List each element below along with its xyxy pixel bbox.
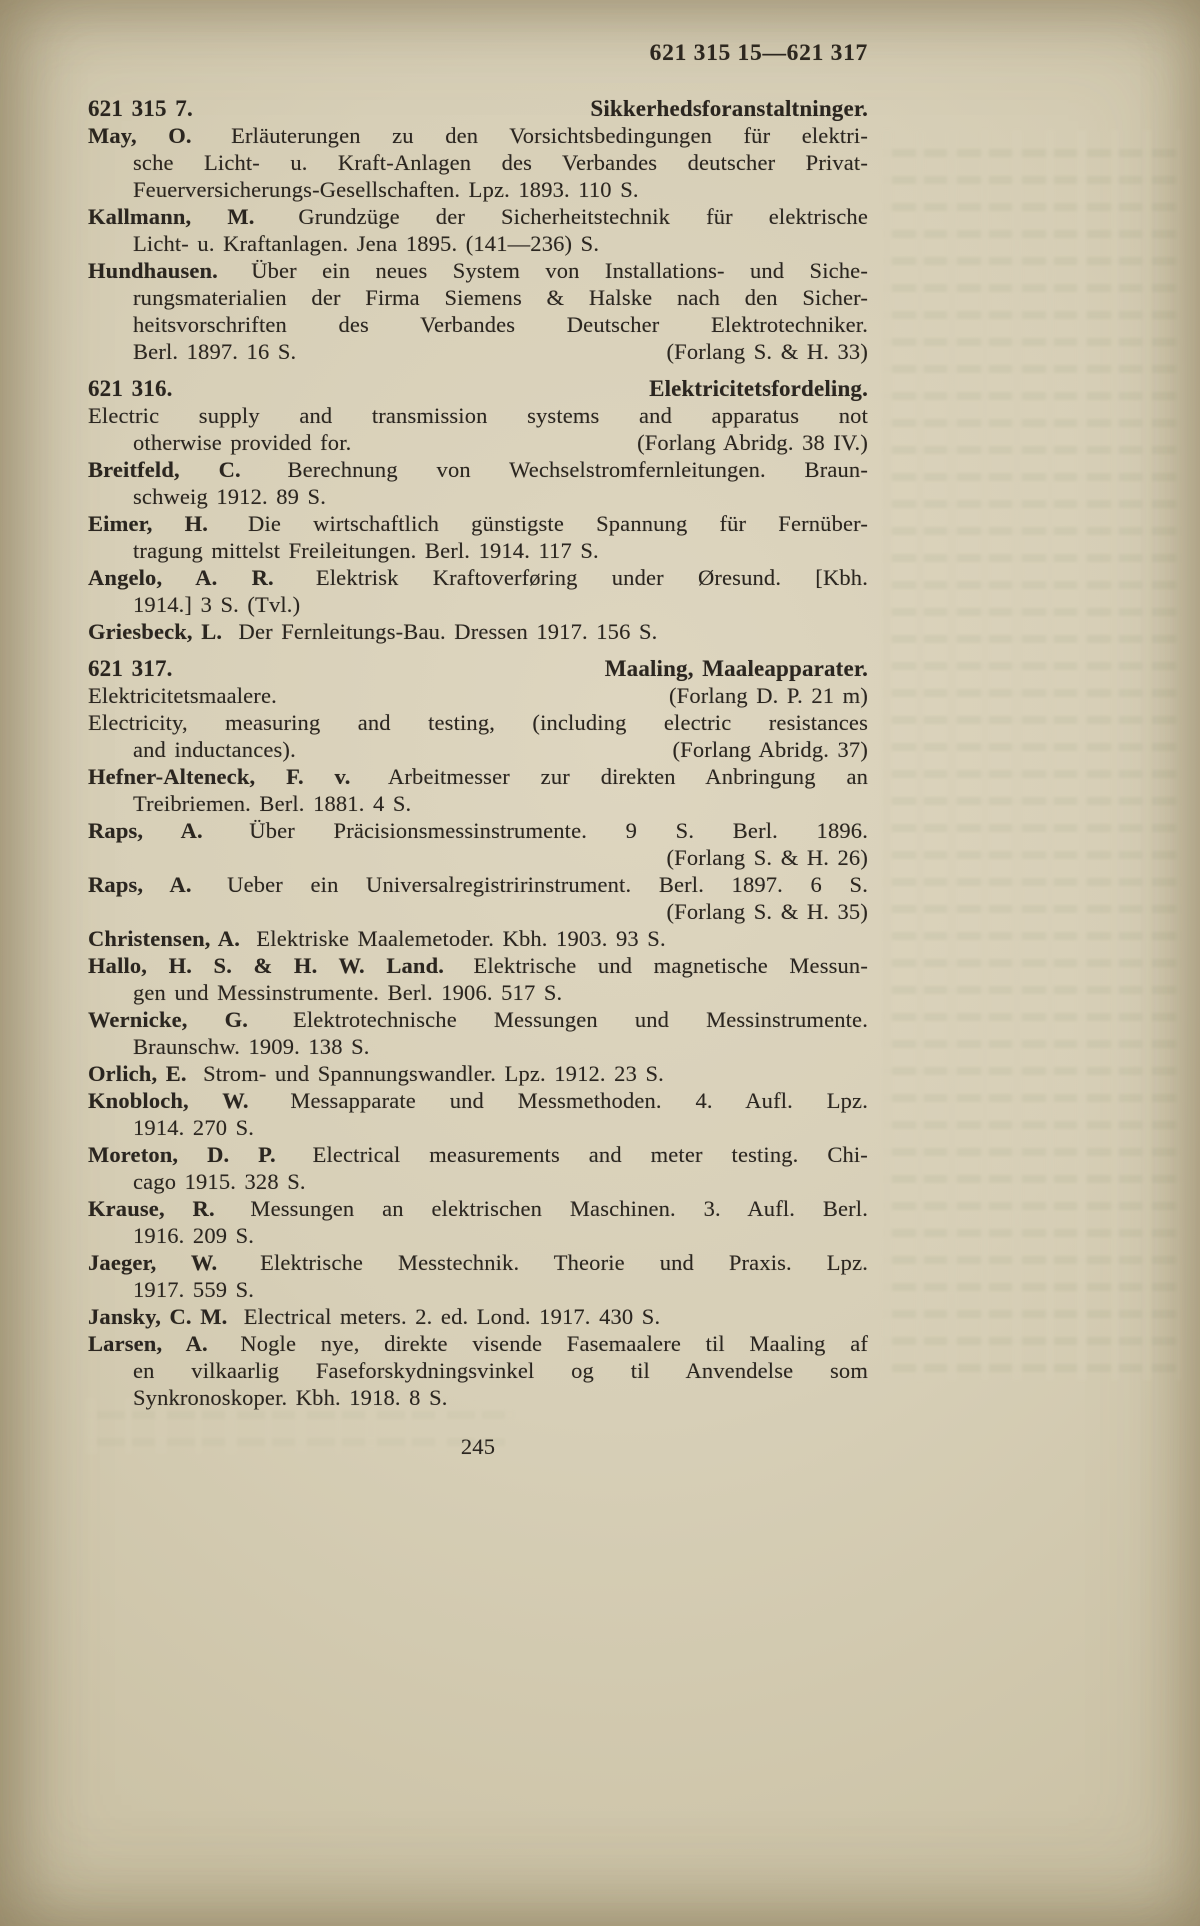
entry-line (88, 1357, 868, 1384)
entry-author: Hundhausen. (88, 258, 218, 283)
entry-text: otherwise provided for. (133, 430, 352, 455)
entry-author: Christensen, A. (88, 926, 240, 951)
entry-line (88, 1195, 868, 1222)
entry-line (88, 736, 868, 763)
bibliography-entry (88, 510, 868, 564)
entry-line (88, 537, 868, 564)
entry-reference-note: (Forlang D. P. 21 m) (669, 683, 868, 708)
entry-line (88, 284, 868, 311)
entry-author: Moreton, D. P. (88, 1142, 276, 1167)
section-title: Elektricitetsfordeling. (649, 376, 868, 401)
section-code: 621 316. (88, 376, 173, 401)
entry-line (88, 591, 868, 618)
entry-author: Orlich, E. (88, 1061, 187, 1086)
entry-line (88, 1006, 868, 1033)
entry-text: sche Licht- u. Kraft-Anlagen des Verbandes deutscher Privat- (133, 150, 868, 175)
entry-line (88, 618, 868, 645)
entry-text: rungsmaterialien der Firma Siemens & Halske nach den Sicher- (133, 285, 868, 310)
entry-line (88, 1033, 868, 1060)
entry-author: Eimer, H. (88, 511, 209, 536)
entry-author: Krause, R. (88, 1196, 215, 1221)
entry-line (88, 1222, 868, 1249)
catalog-section (88, 95, 868, 365)
entry-line (88, 176, 868, 203)
entry-text: Electricity, measuring and testing, (including electric resistances (88, 710, 868, 735)
entry-author: Kallmann, M. (88, 204, 255, 229)
entry-author: Hefner-Alteneck, F. v. (88, 764, 351, 789)
entry-line (88, 1384, 868, 1411)
entry-text: en vilkaarlig Faseforskydningsvinkel og til Anvendelse som (133, 1358, 868, 1383)
bibliography-entry (88, 1330, 868, 1411)
entry-line (88, 257, 868, 284)
page-content (88, 40, 868, 1460)
entry-text: Elektrotechnische Messungen und Messinstrumente. (292, 1007, 868, 1032)
entry-text: and inductances). (133, 737, 296, 762)
entry-text: gen und Messinstrumente. Berl. 1906. 517 S. (133, 980, 563, 1005)
entry-text: Nogle nye, direkte visende Fasemaalere til Maaling af (240, 1331, 868, 1356)
entry-line (88, 709, 868, 736)
bibliography-entry (88, 1141, 868, 1195)
entry-text: heitsvorschriften des Verbandes Deutscher Elektrotechniker. (133, 312, 868, 337)
entry-line (88, 429, 868, 456)
entry-text: cago 1915. 328 S. (133, 1169, 306, 1194)
bibliography-entry (88, 871, 868, 925)
running-head-classification-range: 621 315 15—621 317 (649, 40, 868, 66)
entry-text: Messapparate und Messmethoden. 4. Aufl. Lpz. (290, 1088, 868, 1113)
entry-text: 1914. 270 S. (133, 1115, 255, 1140)
catalog-section (88, 655, 868, 1411)
bibliography-entry (88, 618, 868, 645)
entry-author: Griesbeck, L. (88, 619, 223, 644)
entry-line (88, 1087, 868, 1114)
bibliography-entry (88, 1060, 868, 1087)
entry-reference-note: (Forlang S. & H. 35) (666, 899, 868, 924)
entry-author: May, O. (88, 123, 192, 148)
entry-line (88, 402, 868, 429)
entry-text: Licht- u. Kraftanlagen. Jena 1895. (141—236) S. (133, 231, 600, 256)
entry-line (88, 230, 868, 257)
entry-line (88, 203, 868, 230)
entry-line (88, 149, 868, 176)
section-title: Maaling, Maaleapparater. (604, 656, 868, 681)
bibliography-entry (88, 1006, 868, 1060)
entry-author: Larsen, A. (88, 1331, 208, 1356)
entry-text: Elektrische und magnetische Messun- (473, 953, 868, 978)
entry-note-line (88, 898, 868, 925)
entry-line (88, 871, 868, 898)
bibliography-entry (88, 402, 868, 456)
entry-text: Über Präcisionsmessinstrumente. 9 S. Berl. 1896. (249, 818, 868, 843)
entry-text: Grundzüge der Sicherheitstechnik für elektrische (298, 204, 868, 229)
entry-line (88, 682, 868, 709)
entry-line (88, 1060, 868, 1087)
bibliography-entry (88, 817, 868, 871)
section-title: Sikkerhedsforanstaltninger. (590, 96, 868, 121)
entry-line (88, 311, 868, 338)
entry-line (88, 1249, 868, 1276)
bibliography-entry (88, 1249, 868, 1303)
entry-reference-note: (Forlang S. & H. 33) (666, 339, 868, 364)
entry-line (88, 122, 868, 149)
bibliography-entry (88, 203, 868, 257)
entry-text: Über ein neues System von Installations- und Siche- (251, 258, 868, 283)
entry-reference-note: (Forlang Abridg. 37) (672, 737, 868, 762)
entry-note-line (88, 844, 868, 871)
bibliography-entry (88, 1303, 868, 1330)
sections-container (88, 95, 868, 1411)
entry-line (88, 510, 868, 537)
entry-text: Elektrische Messtechnik. Theorie und Praxis. Lpz. (260, 1250, 868, 1275)
entry-author: Wernicke, G. (88, 1007, 249, 1032)
entry-text: Erläuterungen zu den Vorsichtsbedingungen für elektri- (231, 123, 868, 148)
entry-text: Arbeitmesser zur direkten Anbringung an (387, 764, 869, 789)
entry-text: Synkronoskoper. Kbh. 1918. 8 S. (133, 1385, 448, 1410)
entry-text: schweig 1912. 89 S. (133, 484, 327, 509)
bibliography-entry (88, 456, 868, 510)
entry-line (88, 1141, 868, 1168)
entry-text: Treibriemen. Berl. 1881. 4 S. (133, 791, 412, 816)
entry-reference-note: (Forlang S. & H. 26) (666, 845, 868, 870)
entry-line (88, 338, 868, 365)
bibliography-entry (88, 1087, 868, 1141)
entry-line (88, 483, 868, 510)
entry-text: Die wirtschaftlich günstigste Spannung für Fernüber- (248, 511, 868, 536)
entry-line (88, 1330, 868, 1357)
entry-line (88, 925, 868, 952)
entry-line (88, 817, 868, 844)
page-number: 245 (460, 1434, 496, 1459)
entry-text: Braunschw. 1909. 138 S. (133, 1034, 370, 1059)
bibliography-entry (88, 952, 868, 1006)
bibliography-entry (88, 122, 868, 203)
entry-line (88, 1276, 868, 1303)
entry-author: Jansky, C. M. (88, 1304, 228, 1329)
entry-line (88, 564, 868, 591)
section-code: 621 315 7. (88, 96, 193, 121)
entry-text: Berechnung von Wechselstromfernleitungen. Braun- (287, 457, 868, 482)
entry-line (88, 790, 868, 817)
entry-text: Feuerversicherungs-Gesellschaften. Lpz. 1893. 110 S. (133, 177, 639, 202)
section-code: 621 317. (88, 656, 173, 681)
entry-line (88, 456, 868, 483)
bibliography-entry (88, 709, 868, 763)
entry-line (88, 1168, 868, 1195)
bibliography-entry (88, 564, 868, 618)
bibliography-entry (88, 257, 868, 365)
entry-text: Electric supply and transmission systems and apparatus not (88, 403, 868, 428)
entry-text: Elektrisk Kraftoverføring under Øresund. [Kbh. (315, 565, 868, 590)
entry-text: tragung mittelst Freileitungen. Berl. 1914. 117 S. (133, 538, 599, 563)
bibliography-entry (88, 763, 868, 817)
bibliography-entry (88, 925, 868, 952)
bibliography-entry (88, 1195, 868, 1249)
section-header-row (88, 95, 868, 122)
bibliography-entry (88, 682, 868, 709)
entry-author: Knobloch, W. (88, 1088, 249, 1113)
entry-author: Angelo, A. R. (88, 565, 274, 590)
entry-text: Berl. 1897. 16 S. (133, 339, 297, 364)
entry-line (88, 763, 868, 790)
entry-reference-note: (Forlang Abridg. 38 IV.) (637, 430, 868, 455)
entry-line (88, 979, 868, 1006)
entry-text: Ueber ein Universalregistririnstrument. Berl. 1897. 6 S. (227, 872, 868, 897)
entry-text: 1917. 559 S. (133, 1277, 255, 1302)
entry-text: Elektricitetsmaalere. (88, 683, 277, 708)
entry-line (88, 1114, 868, 1141)
bleedthrough-texture (882, 130, 1182, 1380)
entry-author: Raps, A. (88, 872, 192, 897)
entry-text: Der Fernleitungs-Bau. Dressen 1917. 156 S. (238, 619, 658, 644)
entry-text: 1916. 209 S. (133, 1223, 255, 1248)
entry-text: Elektriske Maalemetoder. Kbh. 1903. 93 S. (256, 926, 666, 951)
entry-line (88, 952, 868, 979)
entry-author: Hallo, H. S. & H. W. Land. (88, 953, 445, 978)
section-header-row (88, 655, 868, 682)
section-header-row (88, 375, 868, 402)
entry-text: Electrical meters. 2. ed. Lond. 1917. 430 S. (243, 1304, 661, 1329)
entry-text: Messungen an elektrischen Maschinen. 3. Aufl. Berl. (250, 1196, 868, 1221)
entry-author: Breitfeld, C. (88, 457, 241, 482)
entry-line (88, 1303, 868, 1330)
entry-text: Electrical measurements and meter testing. Chi- (312, 1142, 868, 1167)
entry-author: Raps, A. (88, 818, 203, 843)
entry-text: 1914.] 3 S. (Tvl.) (133, 592, 301, 617)
entry-text: Strom- und Spannungswandler. Lpz. 1912. 23 S. (203, 1061, 664, 1086)
entry-author: Jaeger, W. (88, 1250, 218, 1275)
catalog-section (88, 375, 868, 645)
